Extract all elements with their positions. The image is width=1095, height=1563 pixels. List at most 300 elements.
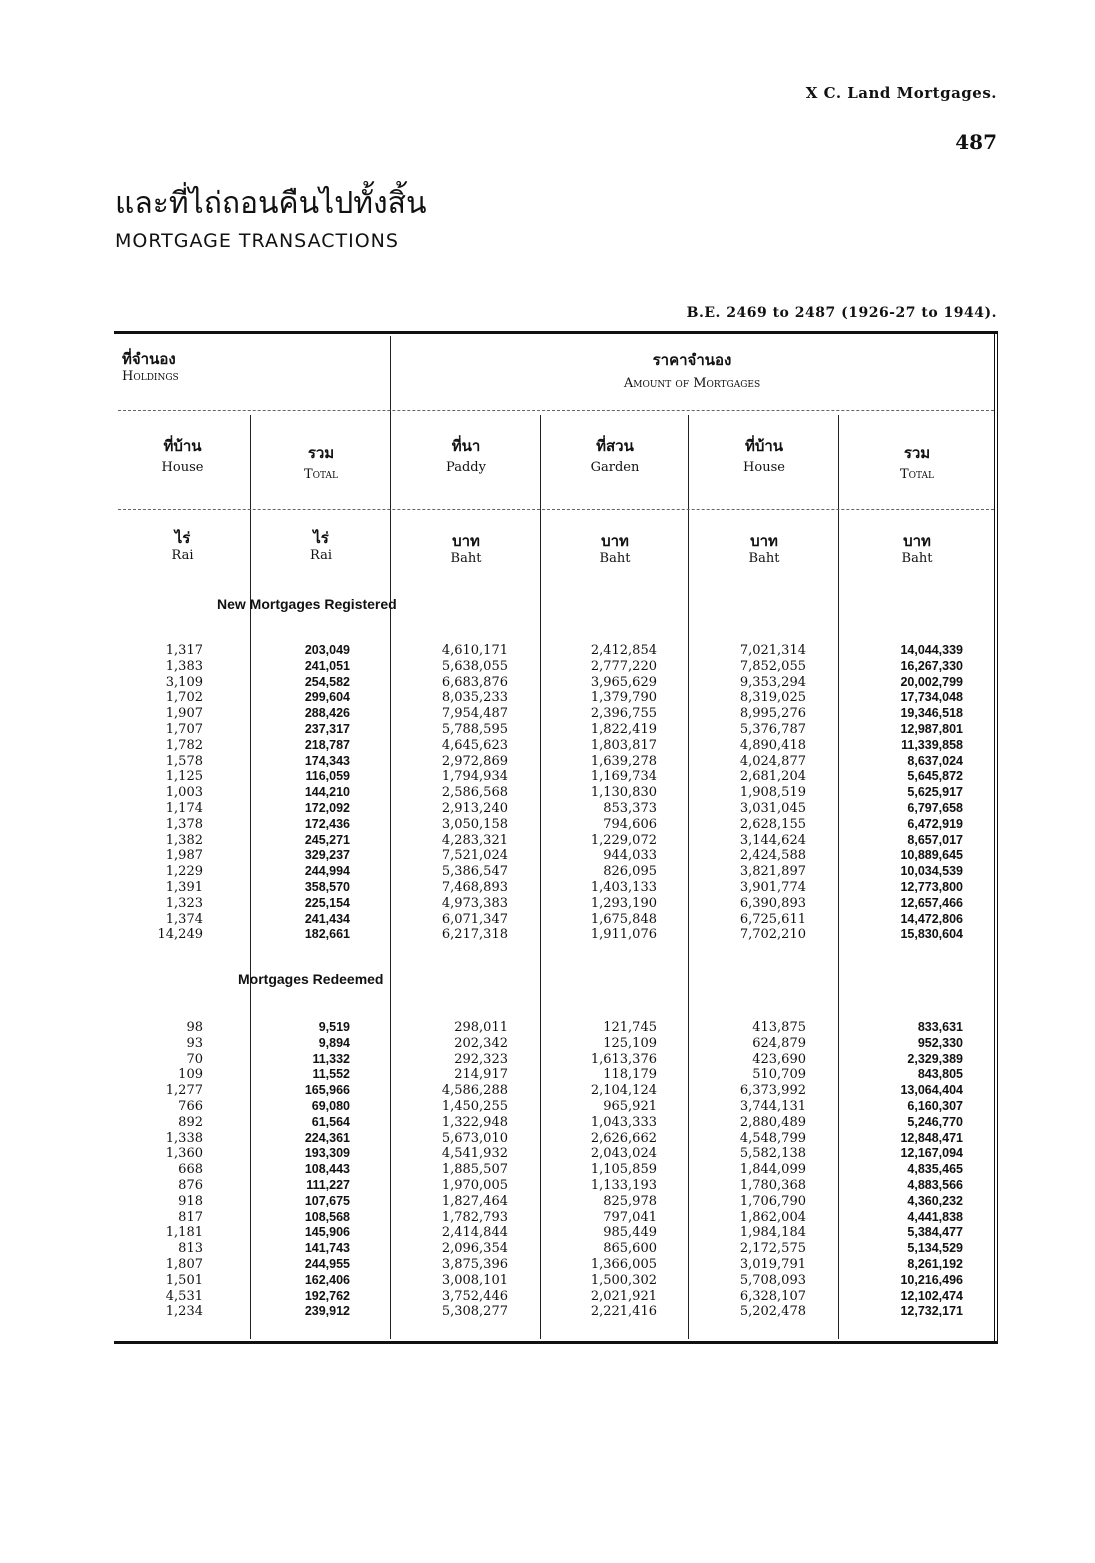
holdings-thai: ที่จำนอง — [122, 350, 176, 368]
table-cell: 2,777,220 — [590, 658, 657, 674]
holdings-group-header — [122, 350, 179, 386]
table-cell: 5,386,547 — [441, 864, 508, 880]
data-column — [442, 1020, 508, 1320]
table-cell: 16,267,330 — [900, 658, 963, 673]
col-header-garden — [542, 438, 688, 476]
table-cell: 1,807 — [165, 1256, 203, 1272]
table-cell: 413,875 — [752, 1020, 806, 1035]
table-cell: 1,338 — [165, 1130, 203, 1146]
table-cell: 1,174 — [165, 800, 203, 816]
table-cell: 13,064,404 — [900, 1083, 963, 1098]
table-cell: 2,043,024 — [590, 1146, 657, 1162]
table-cell: 93 — [186, 1035, 203, 1051]
table-cell: 1,908,519 — [739, 785, 806, 801]
table-cell: 125,109 — [603, 1035, 657, 1051]
table-cell: 6,472,919 — [907, 816, 963, 831]
table-cell: 1,911,076 — [590, 927, 657, 943]
table-cell: 329,237 — [304, 848, 350, 863]
header-separator-1 — [118, 410, 994, 411]
table-cell: 6,725,611 — [739, 911, 806, 927]
table-cell: 825,978 — [603, 1193, 657, 1209]
table-cell: 1,970,005 — [441, 1177, 508, 1193]
col-english: Paddy — [446, 460, 486, 475]
table-cell: 1,907 — [165, 706, 203, 722]
table-cell: 1,822,419 — [590, 721, 657, 737]
table-cell: 2,681,204 — [739, 769, 806, 785]
table-cell: 107,675 — [304, 1193, 350, 1208]
table-cell: 2,586,568 — [441, 785, 508, 801]
table-cell: 892 — [178, 1114, 203, 1130]
table-cell: 1,702 — [165, 690, 203, 706]
table-cell: 5,384,477 — [907, 1225, 963, 1240]
table-cell: 12,102,474 — [900, 1288, 963, 1303]
data-column — [305, 643, 350, 943]
table-cell: 225,154 — [304, 895, 350, 910]
table-cell: 2,626,662 — [590, 1130, 657, 1146]
table-cell: 2,628,155 — [739, 816, 806, 832]
table-cell: 1,169,734 — [590, 769, 657, 785]
table-cell: 162,406 — [304, 1272, 350, 1287]
table-cell: 5,638,055 — [441, 658, 508, 674]
table-cell: 3,965,629 — [590, 674, 657, 690]
unit-english: Baht — [450, 551, 482, 566]
table-cell: 1,391 — [165, 879, 203, 895]
table-cell: 817 — [178, 1209, 203, 1225]
running-title: X C. Land Mortgages. — [805, 84, 997, 102]
table-cell: 10,889,645 — [900, 848, 963, 863]
col-english: Total — [899, 467, 935, 482]
table-cell: 4,883,566 — [907, 1177, 963, 1192]
table-cell: 6,217,318 — [441, 927, 508, 943]
table-cell: 8,657,017 — [907, 832, 963, 847]
table-cell: 121,745 — [603, 1020, 657, 1035]
table-cell: 8,637,024 — [907, 753, 963, 768]
table-cell: 12,987,801 — [900, 721, 963, 736]
table-cell: 510,709 — [752, 1067, 806, 1083]
table-cell: 1,500,302 — [590, 1272, 657, 1288]
table-cell: 3,144,624 — [739, 832, 806, 848]
table-cell: 1,374 — [165, 911, 203, 927]
table-cell: 6,390,893 — [739, 895, 806, 911]
unit-english: Baht — [901, 551, 933, 566]
table-cell: 4,541,932 — [441, 1146, 508, 1162]
table-cell: 5,246,770 — [907, 1114, 963, 1129]
table-cell: 109 — [178, 1067, 203, 1083]
table-cell: 9,894 — [318, 1035, 350, 1050]
data-column — [740, 643, 806, 943]
data-column — [900, 1020, 963, 1320]
unit-col3 — [542, 533, 688, 567]
table-cell: 12,732,171 — [900, 1304, 963, 1319]
table-cell: 4,360,232 — [907, 1193, 963, 1208]
col-english: House — [161, 460, 204, 475]
table-cell: 1,003 — [165, 785, 203, 801]
table-bottom-rule — [114, 1341, 998, 1344]
table-cell: 144,210 — [304, 785, 350, 800]
table-cell: 4,586,288 — [441, 1083, 508, 1099]
table-cell: 8,261,192 — [907, 1256, 963, 1271]
table-cell: 237,317 — [304, 721, 350, 736]
data-column — [166, 1020, 203, 1320]
unit-english: Rai — [171, 548, 194, 563]
table-cell: 794,606 — [603, 816, 657, 832]
table-cell: 1,317 — [165, 643, 203, 658]
table-cell: 292,323 — [454, 1051, 508, 1067]
table-cell: 624,879 — [752, 1035, 806, 1051]
col-header-amount-total — [840, 445, 994, 483]
table-cell: 111,227 — [306, 1177, 350, 1192]
table-cell: 1,782 — [165, 737, 203, 753]
table-cell: 1,707 — [165, 721, 203, 737]
table-cell: 8,319,025 — [739, 690, 806, 706]
table-cell: 4,890,418 — [739, 737, 806, 753]
table-cell: 5,645,872 — [907, 769, 963, 784]
data-column — [305, 1020, 350, 1320]
table-cell: 6,328,107 — [739, 1288, 806, 1304]
unit-thai: บาท — [452, 532, 480, 550]
table-cell: 172,092 — [304, 800, 350, 815]
table-right-border-outer — [997, 333, 998, 1342]
table-cell: 1,133,193 — [590, 1177, 657, 1193]
table-cell: 865,600 — [603, 1241, 657, 1257]
table-cell: 1,613,376 — [590, 1051, 657, 1067]
table-cell: 118,179 — [603, 1067, 657, 1083]
table-cell: 2,096,354 — [441, 1241, 508, 1257]
table-cell: 61,564 — [311, 1114, 350, 1129]
amount-english: Amount of Mortgages — [623, 376, 761, 391]
table-cell: 3,752,446 — [441, 1288, 508, 1304]
table-cell: 1,501 — [165, 1272, 203, 1288]
table-cell: 6,797,658 — [907, 800, 963, 815]
divider-col3 — [540, 415, 541, 1339]
section-label-redeemed: Mortgages Redeemed — [238, 971, 384, 987]
table-cell: 1,885,507 — [441, 1162, 508, 1178]
table-cell: 1,780,368 — [739, 1177, 806, 1193]
table-cell: 6,071,347 — [441, 911, 508, 927]
table-cell: 1,803,817 — [590, 737, 657, 753]
table-cell: 4,645,623 — [441, 737, 508, 753]
table-cell: 1,378 — [165, 816, 203, 832]
table-cell: 944,033 — [603, 848, 657, 864]
table-cell: 245,271 — [304, 832, 350, 847]
table-cell: 1,366,005 — [590, 1256, 657, 1272]
table-cell: 5,788,595 — [441, 721, 508, 737]
table-cell: 4,441,838 — [907, 1209, 963, 1224]
table-cell: 1,382 — [165, 832, 203, 848]
table-cell: 4,973,383 — [441, 895, 508, 911]
col-header-paddy — [392, 438, 540, 476]
divider-col5 — [838, 415, 839, 1339]
table-cell: 20,002,799 — [900, 674, 963, 689]
table-cell: 14,249 — [157, 927, 203, 943]
table-cell: 8,035,233 — [441, 690, 508, 706]
table-cell: 10,216,496 — [900, 1272, 963, 1287]
col-thai: รวม — [903, 444, 931, 462]
table-cell: 69,080 — [311, 1098, 350, 1113]
table-cell: 6,373,992 — [739, 1083, 806, 1099]
table-cell: 4,531 — [165, 1288, 203, 1304]
table-cell: 192,762 — [304, 1288, 350, 1303]
title-english: MORTGAGE TRANSACTIONS — [115, 230, 399, 252]
table-cell: 9,353,294 — [739, 674, 806, 690]
table-cell: 7,954,487 — [441, 706, 508, 722]
table-cell: 985,449 — [603, 1225, 657, 1241]
table-cell: 2,913,240 — [441, 800, 508, 816]
table-top-rule — [114, 331, 998, 334]
table-cell: 4,548,799 — [739, 1130, 806, 1146]
table-cell: 1,277 — [165, 1083, 203, 1099]
table-cell: 1,827,464 — [441, 1193, 508, 1209]
table-cell: 833,631 — [917, 1020, 963, 1034]
table-cell: 11,552 — [312, 1067, 350, 1082]
table-cell: 116,059 — [305, 769, 350, 784]
table-cell: 1,844,099 — [739, 1162, 806, 1178]
table-cell: 2,972,869 — [441, 753, 508, 769]
table-cell: 7,852,055 — [739, 658, 806, 674]
table-cell: 6,683,876 — [441, 674, 508, 690]
table-cell: 2,172,575 — [739, 1241, 806, 1257]
table-cell: 3,744,131 — [739, 1098, 806, 1114]
table-cell: 298,011 — [454, 1020, 508, 1035]
table-cell: 1,130,830 — [590, 785, 657, 801]
table-cell: 241,434 — [304, 911, 350, 926]
table-cell: 2,424,588 — [739, 848, 806, 864]
table-cell: 5,134,529 — [907, 1241, 963, 1256]
table-cell: 202,342 — [454, 1035, 508, 1051]
table-cell: 4,610,171 — [441, 643, 508, 658]
unit-thai: บาท — [750, 532, 778, 550]
table-cell: 853,373 — [603, 800, 657, 816]
table-cell: 1,984,184 — [739, 1225, 806, 1241]
table-cell: 224,361 — [304, 1130, 350, 1145]
table-cell: 203,049 — [304, 643, 350, 657]
table-cell: 1,293,190 — [590, 895, 657, 911]
table-cell: 876 — [178, 1177, 203, 1193]
table-cell: 918 — [178, 1193, 203, 1209]
table-cell: 98 — [186, 1020, 203, 1035]
data-column — [442, 643, 508, 943]
table-cell: 141,743 — [304, 1241, 350, 1256]
table-cell: 668 — [178, 1162, 203, 1178]
table-cell: 241,051 — [304, 658, 350, 673]
table-cell: 423,690 — [752, 1051, 806, 1067]
data-column — [158, 643, 204, 943]
table-cell: 108,568 — [304, 1209, 350, 1224]
table-cell: 4,283,321 — [441, 832, 508, 848]
divider-col1 — [250, 415, 251, 1339]
header-separator-2 — [118, 509, 994, 510]
table-cell: 254,582 — [304, 674, 350, 689]
table-cell: 174,343 — [304, 753, 350, 768]
table-cell: 218,787 — [304, 737, 350, 752]
table-cell: 6,160,307 — [907, 1098, 963, 1113]
unit-english: Rai — [310, 548, 332, 563]
col-thai: ที่บ้าน — [744, 437, 784, 455]
col-header-amount-house — [690, 438, 838, 476]
table-cell: 5,202,478 — [739, 1304, 806, 1320]
table-cell: 2,329,389 — [907, 1051, 963, 1066]
table-cell: 1,794,934 — [441, 769, 508, 785]
table-cell: 4,835,465 — [907, 1162, 963, 1177]
table-cell: 1,578 — [165, 753, 203, 769]
table-cell: 3,901,774 — [739, 879, 806, 895]
table-cell: 1,379,790 — [590, 690, 657, 706]
table-cell: 3,019,791 — [739, 1256, 806, 1272]
unit-thai: ไร่ — [174, 529, 191, 547]
data-column — [591, 1020, 657, 1320]
table-cell: 172,436 — [304, 816, 350, 831]
table-cell: 1,987 — [165, 848, 203, 864]
table-cell: 7,468,893 — [441, 879, 508, 895]
unit-english: Baht — [748, 551, 780, 566]
table-cell: 70 — [186, 1051, 203, 1067]
col-thai: ที่บ้าน — [163, 437, 202, 455]
table-cell: 15,830,604 — [900, 927, 963, 942]
page-number: 487 — [955, 130, 997, 154]
table-cell: 1,323 — [165, 895, 203, 911]
table-cell: 299,604 — [304, 690, 350, 705]
table-cell: 11,339,858 — [901, 737, 963, 752]
table-cell: 3,031,045 — [739, 800, 806, 816]
table-cell: 5,308,277 — [441, 1304, 508, 1320]
table-cell: 843,805 — [917, 1067, 963, 1082]
table-cell: 108,443 — [304, 1162, 350, 1177]
amount-group-header — [392, 352, 992, 392]
data-column — [740, 1020, 806, 1320]
table-cell: 813 — [178, 1241, 203, 1257]
table-cell: 965,921 — [603, 1098, 657, 1114]
table-cell: 244,994 — [304, 864, 350, 879]
table-cell: 5,708,093 — [739, 1272, 806, 1288]
table-cell: 145,906 — [304, 1225, 350, 1240]
table-cell: 1,322,948 — [441, 1114, 508, 1130]
table-cell: 9,519 — [318, 1020, 350, 1034]
table-cell: 1,360 — [165, 1146, 203, 1162]
table-cell: 5,625,917 — [907, 785, 963, 800]
table-cell: 214,917 — [454, 1067, 508, 1083]
table-cell: 1,403,133 — [590, 879, 657, 895]
table-cell: 2,414,844 — [441, 1225, 508, 1241]
table-cell: 12,773,800 — [900, 879, 963, 894]
table-cell: 1,639,278 — [590, 753, 657, 769]
col-header-holdings-house — [115, 438, 250, 476]
table-cell: 1,782,793 — [441, 1209, 508, 1225]
table-cell: 5,582,138 — [739, 1146, 806, 1162]
table-cell: 797,041 — [603, 1209, 657, 1225]
table-cell: 8,995,276 — [739, 706, 806, 722]
table-cell: 5,673,010 — [441, 1130, 508, 1146]
table-cell: 193,309 — [304, 1146, 350, 1161]
table-cell: 12,848,471 — [900, 1130, 963, 1145]
table-cell: 2,104,124 — [590, 1083, 657, 1099]
table-cell: 1,229,072 — [590, 832, 657, 848]
unit-col1 — [252, 530, 390, 564]
table-cell: 2,221,416 — [590, 1304, 657, 1320]
table-cell: 12,167,094 — [900, 1146, 963, 1161]
table-cell: 4,024,877 — [739, 753, 806, 769]
table-cell: 14,044,339 — [900, 643, 963, 657]
unit-col4 — [690, 533, 838, 567]
table-right-border — [994, 333, 995, 1342]
table-cell: 1,383 — [165, 658, 203, 674]
table-cell: 19,346,518 — [900, 706, 963, 721]
table-cell: 244,955 — [304, 1256, 350, 1271]
table-cell: 165,966 — [304, 1083, 350, 1098]
col-english: House — [743, 460, 785, 475]
unit-english: Baht — [599, 551, 631, 566]
unit-col0 — [115, 530, 250, 564]
col-thai: ที่สวน — [596, 437, 634, 455]
period-label: B.E. 2469 to 2487 (1926-27 to 1944). — [686, 305, 997, 321]
table-cell: 11,332 — [312, 1051, 350, 1066]
table-cell: 7,521,024 — [441, 848, 508, 864]
col-english: Total — [303, 467, 339, 482]
table-cell: 1,125 — [165, 769, 203, 785]
table-cell: 14,472,806 — [900, 911, 963, 926]
table-cell: 1,675,848 — [590, 911, 657, 927]
table-cell: 239,912 — [304, 1304, 350, 1319]
table-cell: 12,657,466 — [900, 895, 963, 910]
col-header-holdings-total — [252, 445, 390, 483]
title-thai: และที่ไถ่ถอนคืนไปทั้งสิ้น — [115, 186, 427, 221]
unit-thai: บาท — [903, 532, 931, 550]
table-cell: 766 — [178, 1098, 203, 1114]
unit-col5 — [840, 533, 994, 567]
unit-thai: ไร่ — [313, 529, 329, 547]
table-cell: 1,234 — [165, 1304, 203, 1320]
table-cell: 1,181 — [165, 1225, 203, 1241]
table-cell: 1,862,004 — [739, 1209, 806, 1225]
unit-col2 — [392, 533, 540, 567]
amount-thai: ราคาจำนอง — [652, 351, 732, 369]
table-cell: 10,034,539 — [900, 864, 963, 879]
table-cell: 3,109 — [165, 674, 203, 690]
table-cell: 952,330 — [917, 1035, 963, 1050]
table-cell: 1,105,859 — [590, 1162, 657, 1178]
table-cell: 7,702,210 — [739, 927, 806, 943]
table-cell: 1,450,255 — [441, 1098, 508, 1114]
divider-holdings-amount — [390, 336, 391, 1339]
table-cell: 358,570 — [304, 879, 350, 894]
divider-col4 — [688, 415, 689, 1339]
table-cell: 5,376,787 — [739, 721, 806, 737]
data-column — [591, 643, 657, 943]
section-label-new: New Mortgages Registered — [217, 596, 397, 612]
table-cell: 2,396,755 — [590, 706, 657, 722]
table-cell: 182,661 — [304, 927, 350, 942]
table-cell: 1,043,333 — [590, 1114, 657, 1130]
holdings-english: Holdings — [122, 369, 179, 384]
col-english: Garden — [590, 460, 640, 475]
table-cell: 3,821,897 — [739, 864, 806, 880]
col-thai: ที่นา — [451, 437, 481, 455]
table-cell: 3,050,158 — [441, 816, 508, 832]
table-cell: 3,008,101 — [441, 1272, 508, 1288]
table-cell: 2,412,854 — [590, 643, 657, 658]
table-cell: 7,021,314 — [739, 643, 806, 658]
table-cell: 3,875,396 — [441, 1256, 508, 1272]
table-cell: 288,426 — [304, 706, 350, 721]
table-cell: 826,095 — [603, 864, 657, 880]
table-cell: 17,734,048 — [900, 690, 963, 705]
table-cell: 2,880,489 — [739, 1114, 806, 1130]
col-thai: รวม — [307, 444, 335, 462]
table-cell: 2,021,921 — [590, 1288, 657, 1304]
data-column — [900, 643, 963, 943]
unit-thai: บาท — [601, 532, 629, 550]
table-cell: 1,229 — [165, 864, 203, 880]
table-cell: 1,706,790 — [739, 1193, 806, 1209]
